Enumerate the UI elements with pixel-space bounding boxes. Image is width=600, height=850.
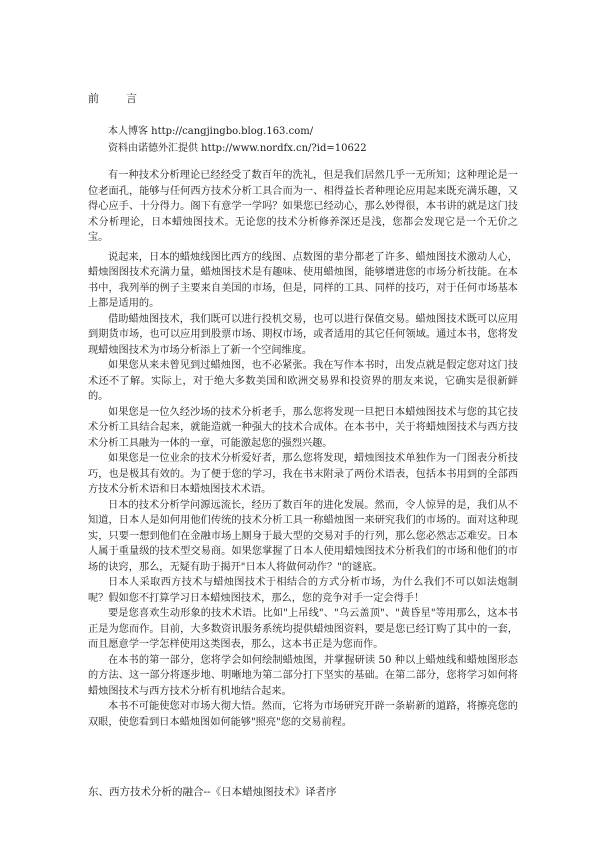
page-heading: 前 言 [88, 92, 145, 105]
paragraph: 日本的技术分析学问源远流长，经历了数百年的进化发展。然而，令人惊异的是，我们从不知道，日本人是如何用他们传统的技术分析工具一称蜡烛图一来研究我们的市场的。面对这种现实，只要一想到他们在金融市场上厕身于最大型的交易对手的行列，那么您必然志忑难安。日本人属于重量级的技术型交易商。如果您掌握了日本人使用蜡烛图技术分析我们的市场和他们的市场的诀窍，那么，无疑有助于揭开"日本人将做何动作？"的谜底。 [88, 499, 518, 573]
paragraph: 日本人采取西方技术与蜡烛图技术于相结合的方式分析市场，为什么我们不可以如法炮制呢？假如您不打算学习日本蜡烛图技术，那么，您的竞争对手一定会得手！ [88, 577, 518, 604]
paragraph: 如果您从来未曾见到过蜡烛图，也不必紧张。我在写作本书时，出发点就是假定您对这门技术还不了解。实际上，对于绝大多数美国和欧洲交易界和投资界的朋友来说，它确实是很新鲜的。 [88, 360, 518, 402]
paragraph: 在本书的第一部分，您将学会如何绘制蜡烛图，并掌握研读 50 种以上蜡烛线和蜡烛图形态的方法、这一部分将逐步地、明晰地为第二部分打下坚实的基础。在第二部分，您将学习如何将蜡烛图技术与西方技术分析有机地结合起来。 [88, 654, 518, 697]
preface-body [88, 168, 518, 730]
blog-credit: 本人博客 http://cangjingbo.blog.163.com/ [108, 126, 314, 137]
credits-block [108, 123, 367, 157]
paragraph: 有一种技术分析理论已经经受了数百年的洗礼，但是我们居然几乎一无所知；这种理论是一位老面孔，能够与任何西方技术分析工具合而为一、相得益长者种理论应用起来既充满乐趣，又得心应手、十分得力。阁下有意学一学吗？如果您已经动心，那么妙得很，本书讲的就是这门技术分析理论，日本蜡烛图技术。无论您的技术分析修养深还是浅，您都会发现它是一个无价之宝。 [88, 170, 518, 243]
source-credit: 资料由诺德外汇提供 http://www.nordfx.cn/?id=10622 [108, 143, 367, 154]
paragraph: 如果您是一位业余的技术分析爱好者，那么您将发现，蜡烛图技术单独作为一门图表分析技巧，也是极其有效的。为了便于您的学习，我在书末附录了两份术语表，包括本书用到的全部西方技术分析术语和日本蜡烛图技术术语。 [88, 453, 518, 495]
paragraph: 本书不可能使您对市场大彻大悟。然而，它将为市场研究开辟一条崭新的道路，将擦亮您的双眼，使您看到日本蜡烛图如何能够"照亮"您的交易前程。 [88, 701, 518, 728]
paragraph: 借助蜡烛图技术，我们既可以进行投机交易，也可以进行保值交易。蜡烛图技术既可以应用到期货市场，也可以应用到股票市场、期权市场，或者适用的其它任何领域。通过本书，您将发现蜡烛图技术为市场分析添上了新一个空间维度。 [88, 313, 518, 356]
footer-title: 东、西方技术分析的融合--《日本蜡烛图技术》译者序 [88, 786, 337, 798]
paragraph: 要是您喜欢生动形象的技术术语。比如"上吊线"、"乌云盖顶"、"黄昏星"等用那么，这本书正是为您而作。目前，大多数资讯服务系统均提供蜡烛图资料，要是您已经订购了其中的一套，而且愿意学一学怎样使用这类图表，那么，这本书正是为您而作。 [88, 608, 518, 650]
paragraph: 说起来，日本的蜡烛线图比西方的线图、点数图的辈分都老了许多、蜡烛图技术激动人心，蜡烛图图技术充满力量，蜡烛图技术是有趣味、使用蜡烛图，能够增进您的市场分析技能。在本书中，我列举的例子主要来自美国的市场，但是，同样的工具、同样的技巧，对于任何市场基本上都是适用的。 [88, 251, 518, 309]
paragraph: 如果您是一位久经沙场的技术分析老手，那么您将发现一旦把日本蜡烛图技术与您的其它技术分析工具结合起来，就能造就一种强大的技术合成体。在本书中，关于将蜡烛图技术与西方技术分析工具融为一体的一章，可能激起您的强烈兴趣。 [88, 406, 518, 449]
